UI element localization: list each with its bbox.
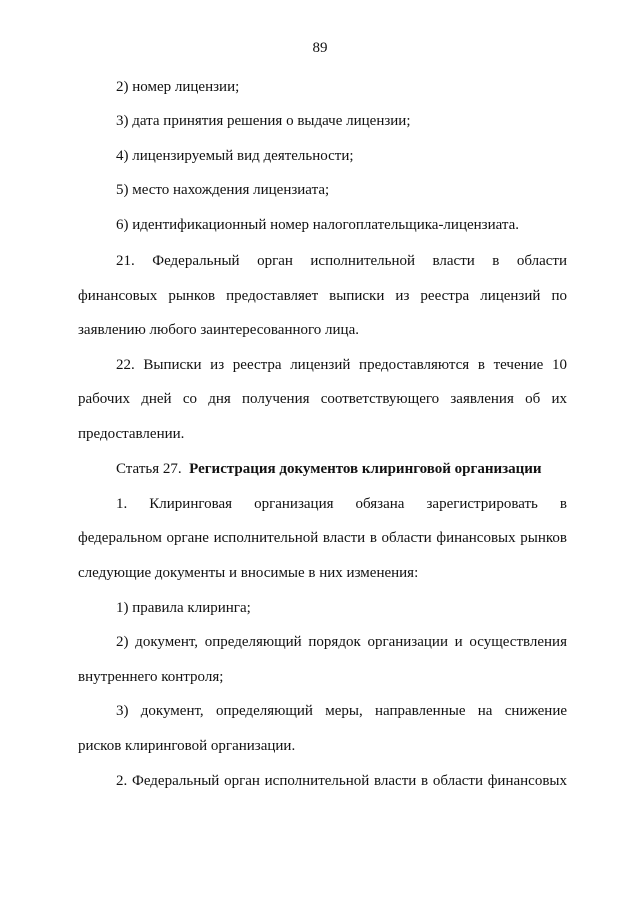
paragraph-line: 22. Выписки из реестра лицензий предоставляются в течение 10	[116, 357, 567, 373]
list-item: 3) документ, определяющий меры, направленные на снижение	[116, 703, 567, 719]
paragraph-line: 21. Федеральный орган исполнительной власти в области	[116, 253, 567, 269]
article-label: Статья 27.	[116, 461, 182, 477]
paragraph-line: следующие документы и вносимые в них изменения:	[78, 565, 419, 581]
paragraph-line: внутреннего контроля;	[78, 669, 224, 685]
list-item: 3) дата принятия решения о выдаче лицензии;	[116, 113, 411, 129]
list-item: 4) лицензируемый вид деятельности;	[116, 148, 354, 164]
page-number: 89	[312, 40, 328, 56]
list-item: 2) номер лицензии;	[116, 79, 240, 95]
paragraph-line: федеральном органе исполнительной власти в области финансовых рынков	[78, 530, 567, 546]
paragraph-line: заявлению любого заинтересованного лица.	[78, 322, 359, 338]
paragraph-line: 1. Клиринговая организация обязана зарегистрировать в	[116, 496, 567, 512]
list-item: 2) документ, определяющий порядок организации и осуществления	[116, 634, 567, 650]
paragraph-line: рабочих дней со дня получения соответствующего заявления об их	[78, 391, 567, 407]
article-heading	[116, 459, 567, 479]
paragraph-line: предоставлении.	[78, 426, 185, 442]
list-item: 5) место нахождения лицензиата;	[116, 182, 330, 198]
list-item: 1) правила клиринга;	[116, 600, 251, 616]
paragraph-line: финансовых рынков предоставляет выписки из реестра лицензий по	[78, 288, 567, 304]
article-title: Регистрация документов клиринговой организации	[189, 461, 542, 477]
paragraph-line: 2. Федеральный орган исполнительной власти в области финансовых	[116, 773, 567, 789]
paragraph-line: рисков клиринговой организации.	[78, 738, 296, 754]
list-item: 6) идентификационный номер налогоплательщика-лицензиата.	[116, 217, 520, 233]
